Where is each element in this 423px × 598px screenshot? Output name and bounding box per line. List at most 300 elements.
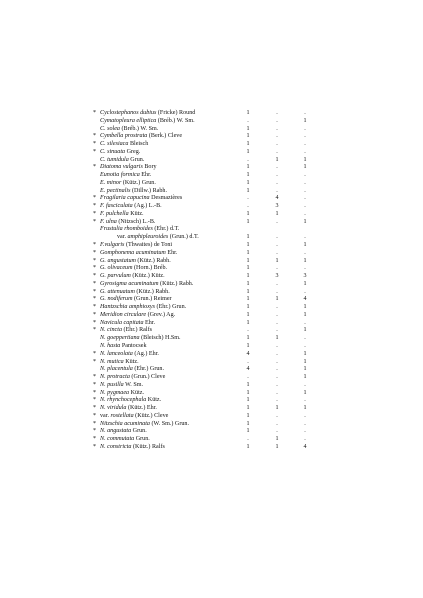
count-cell-c1: 1 [246, 443, 250, 450]
species-name [100, 281, 193, 289]
species-name [100, 149, 140, 157]
species-name [100, 390, 144, 398]
count-cell-c1: 1 [246, 187, 250, 194]
species-name [100, 141, 148, 149]
count-cell-c2: . [276, 179, 278, 186]
taxon-italic: F. pulchella [100, 210, 129, 217]
count-cell-c1: . [247, 203, 249, 210]
count-cell-c2: . [276, 141, 278, 148]
count-cell-c3: 1 [303, 304, 307, 311]
count-cell-c2: . [276, 187, 278, 194]
count-cell-c1: 4 [246, 366, 250, 373]
table-row [93, 250, 413, 258]
table-row [93, 118, 413, 126]
taxon-authority: (Kütz.) Rabh. [135, 257, 171, 264]
count-cell-c2: 1 [275, 335, 279, 342]
table-row [93, 413, 413, 421]
asterisk-marker: * [93, 319, 97, 326]
taxon-italic: E. minor [100, 179, 122, 186]
taxon-authority: Bleisch [128, 141, 149, 148]
species-name [100, 382, 143, 390]
table-row [93, 421, 413, 429]
count-cell-c3: . [304, 179, 306, 186]
taxon-italic: N. goeppertiana [100, 335, 140, 342]
count-cell-c2: . [276, 350, 278, 357]
count-cell-c2: . [276, 381, 278, 388]
species-name [100, 405, 157, 413]
table-row [93, 428, 413, 436]
count-cell-c3: . [304, 265, 306, 272]
count-cell-c2: . [276, 218, 278, 225]
asterisk-marker: * [93, 203, 97, 210]
taxon-italic: F.vulgaris [100, 242, 125, 249]
count-cell-c2: 1 [275, 405, 279, 412]
taxon-authority: Grun. [134, 436, 150, 443]
asterisk-marker: * [93, 350, 97, 357]
taxon-authority: (Ehr.) d.T. [152, 226, 180, 233]
asterisk-marker: * [93, 304, 97, 311]
count-cell-c1: 1 [246, 125, 250, 132]
taxon-authority: (Ag.) Ehr. [132, 350, 159, 357]
count-cell-c2: . [276, 280, 278, 287]
table-row [93, 397, 413, 405]
taxon-italic: Hantzschia amphioxys [100, 304, 156, 311]
taxon-authority: Kütz. [128, 210, 144, 217]
taxon-authority: Grun. [131, 428, 147, 435]
count-cell-c2: 4 [275, 195, 279, 202]
taxon-authority: Kütz. [123, 358, 139, 365]
count-cell-c3: 1 [303, 156, 307, 163]
taxon-authority: (Grun.) Cleve [129, 374, 166, 381]
count-cell-c2: . [276, 117, 278, 124]
table-row [93, 242, 413, 250]
taxon-italic: N. hasta [100, 342, 121, 349]
taxon-italic: Nitzschia acuminata [100, 420, 150, 427]
taxon-authority: Desmazières [149, 195, 183, 202]
species-name [100, 180, 156, 188]
count-cell-c2: 1 [275, 156, 279, 163]
taxon-italic: Cyclostephanos dubius [100, 110, 157, 116]
species-name [100, 312, 175, 320]
species-name [100, 250, 177, 258]
count-cell-c1: . [247, 374, 249, 381]
count-cell-c2: . [276, 133, 278, 140]
taxon-italic: N. constricta [100, 443, 132, 450]
count-cell-c1: 1 [246, 335, 250, 342]
count-cell-c1: 1 [246, 428, 250, 435]
taxon-italic: Eunotia formica [100, 172, 140, 179]
taxon-authority: (Grev.) Ag. [146, 311, 176, 318]
count-cell-c2: . [276, 172, 278, 179]
taxon-authority: (Bréb.) W. Sm. [156, 117, 195, 124]
taxon-authority: Ehr. [165, 249, 178, 256]
taxon-italic: N. viridula [100, 405, 127, 412]
table-row [93, 188, 413, 196]
count-cell-c2: 3 [275, 273, 279, 280]
asterisk-marker: * [93, 265, 97, 272]
count-cell-c2: 1 [275, 210, 279, 217]
taxon-italic: G. parvulum [100, 273, 131, 280]
asterisk-marker: * [93, 210, 97, 217]
count-cell-c1: . [247, 117, 249, 124]
table-row [93, 203, 413, 211]
count-cell-c2: 1 [275, 443, 279, 450]
taxon-authority: var. [100, 412, 111, 419]
count-cell-c2: . [276, 242, 278, 249]
count-cell-c2: . [276, 265, 278, 272]
count-cell-c2: . [276, 304, 278, 311]
species-table [93, 110, 413, 452]
table-row [93, 281, 413, 289]
asterisk-marker: * [93, 412, 97, 419]
table-row [93, 366, 413, 374]
taxon-italic: C. tumidula [100, 156, 129, 163]
count-cell-c1: 1 [246, 133, 250, 140]
count-cell-c1: 1 [246, 273, 250, 280]
species-name [100, 164, 157, 172]
asterisk-marker: * [93, 327, 97, 334]
species-name [100, 118, 195, 126]
asterisk-marker: * [93, 288, 97, 295]
taxon-italic: G. olivaceum [100, 265, 133, 272]
species-name [100, 428, 147, 436]
taxon-italic: N. mutica [100, 358, 124, 365]
table-row [93, 343, 413, 351]
taxon-italic: C. sinuata [100, 148, 126, 155]
count-cell-c3: 1 [303, 405, 307, 412]
count-cell-c2: . [276, 358, 278, 365]
taxon-italic: G. attenuatum [100, 288, 135, 295]
count-cell-c2: . [276, 389, 278, 396]
count-cell-c1: 1 [246, 141, 250, 148]
count-cell-c3: . [304, 288, 306, 295]
count-cell-c3: . [304, 210, 306, 217]
taxon-italic: N. pusilla [100, 381, 124, 388]
count-cell-c3: . [304, 133, 306, 140]
count-cell-c2: . [276, 412, 278, 419]
count-cell-c3: 1 [303, 350, 307, 357]
asterisk-marker: * [93, 110, 97, 116]
count-cell-c3: 1 [303, 164, 307, 171]
taxon-italic: E. pectinalis [100, 187, 131, 194]
species-name [100, 110, 195, 118]
taxon-authority: Bory [142, 164, 157, 171]
count-cell-c3: 1 [303, 311, 307, 318]
taxon-italic: N. cincta [100, 327, 123, 334]
count-cell-c3: . [304, 381, 306, 388]
species-name [100, 366, 164, 374]
table-row [93, 335, 413, 343]
taxon-authority: (Kütz.) Rabh. [158, 280, 194, 287]
taxon-italic: amphipleuroides [127, 234, 169, 241]
taxon-italic: Diatoma vulgaris [100, 164, 143, 171]
taxon-authority: (Horn.) Bréb. [132, 265, 168, 272]
table-row [93, 149, 413, 157]
count-cell-c1: 1 [246, 249, 250, 256]
asterisk-marker: * [93, 405, 97, 412]
taxon-authority: (Kütz.) Ralfs [131, 443, 165, 450]
count-cell-c3: 1 [303, 358, 307, 365]
count-cell-c3: . [304, 110, 306, 116]
count-cell-c3: . [304, 412, 306, 419]
count-cell-c2: . [276, 319, 278, 326]
count-cell-c1: 1 [246, 304, 250, 311]
taxon-italic: N. placentula [100, 366, 133, 373]
taxon-authority: (Thwaites) de Toni [124, 242, 173, 249]
asterisk-marker: * [93, 280, 97, 287]
count-cell-c1: 4 [246, 350, 250, 357]
taxon-italic: N. rhynchocephala [100, 397, 147, 404]
table-row [93, 351, 413, 359]
asterisk-marker: * [93, 397, 97, 404]
count-cell-c2: . [276, 311, 278, 318]
taxon-authority: (Dillw.) Rabh. [130, 187, 167, 194]
table-row [93, 157, 413, 165]
count-cell-c2: 1 [275, 296, 279, 303]
species-name [100, 273, 165, 281]
taxon-italic: G. nodiferum [100, 296, 133, 303]
asterisk-marker: * [93, 389, 97, 396]
count-cell-c1: 1 [246, 342, 250, 349]
table-row [93, 234, 413, 242]
count-cell-c2: . [276, 288, 278, 295]
table-row [93, 390, 413, 398]
count-cell-c3: 4 [303, 296, 307, 303]
species-name [100, 351, 159, 359]
taxon-authority: Grun. [128, 156, 145, 163]
table-row [93, 374, 413, 382]
asterisk-marker: * [93, 420, 97, 427]
species-name [100, 296, 172, 304]
species-name [100, 335, 181, 343]
table-row [93, 405, 413, 413]
count-cell-c3: . [304, 335, 306, 342]
taxon-authority: (Kütz.) Rabh. [134, 288, 170, 295]
table-row [93, 382, 413, 390]
taxon-italic: Gyrosigma acuminatum [100, 280, 159, 287]
species-name [100, 211, 144, 219]
count-cell-c1: 1 [246, 381, 250, 388]
count-cell-c1: 1 [246, 218, 250, 225]
taxon-italic: Cymbella prostrata [100, 133, 148, 140]
taxon-italic: Meridion circulare [100, 311, 147, 318]
species-name [100, 172, 151, 180]
taxon-authority: (Grun.) d.T. [168, 234, 199, 241]
count-cell-c3: . [304, 234, 306, 241]
species-name [100, 188, 167, 196]
taxon-authority: (Bleisch) H.Sm. [139, 335, 181, 342]
asterisk-marker: * [93, 273, 97, 280]
species-name [100, 374, 165, 382]
table-row [93, 141, 413, 149]
count-cell-c1: 1 [246, 389, 250, 396]
table-row [93, 436, 413, 444]
count-cell-c1: 1 [246, 242, 250, 249]
count-cell-c3: 4 [303, 443, 307, 450]
count-cell-c2: 1 [275, 257, 279, 264]
count-cell-c3: 1 [303, 218, 307, 225]
table-row [93, 304, 413, 312]
count-cell-c1: 1 [246, 420, 250, 427]
count-cell-c1: 1 [246, 265, 250, 272]
species-name [100, 397, 161, 405]
count-cell-c3: . [304, 249, 306, 256]
taxon-italic: Gomphonema acuminatum [100, 249, 166, 256]
taxon-authority: (Ehr.) Grun. [132, 366, 164, 373]
species-name [100, 436, 150, 444]
count-cell-c2: . [276, 148, 278, 155]
count-cell-c2: . [276, 125, 278, 132]
asterisk-marker: * [93, 311, 97, 318]
taxon-authority: (Berk.) Cleve [147, 133, 183, 140]
count-cell-c3: 1 [303, 117, 307, 124]
taxon-authority: (Kütz.) Kütz. [130, 273, 165, 280]
count-cell-c1: 1 [246, 397, 250, 404]
count-cell-c2: . [276, 110, 278, 116]
asterisk-marker: * [93, 141, 97, 148]
asterisk-marker: * [93, 381, 97, 388]
table-row [93, 444, 413, 452]
taxon-italic: Frustulia rhomboides [100, 226, 153, 233]
count-cell-c1: 1 [246, 405, 250, 412]
count-cell-c3: 1 [303, 257, 307, 264]
asterisk-marker: * [93, 436, 97, 443]
taxon-italic: N. pygmaea [100, 389, 130, 396]
count-cell-c1: . [247, 195, 249, 202]
count-cell-c3: 1 [303, 374, 307, 381]
taxon-authority: (Ag.) L.-B. [132, 203, 162, 210]
asterisk-marker: * [93, 148, 97, 155]
count-cell-c3: . [304, 397, 306, 404]
taxon-authority: Pantocsek [120, 342, 147, 349]
asterisk-marker: * [93, 164, 97, 171]
asterisk-marker: * [93, 428, 97, 435]
taxon-authority: (Nitzsch) L.-B. [116, 218, 156, 225]
taxon-italic: G. angustatum [100, 257, 136, 264]
count-cell-c1: . [247, 327, 249, 334]
taxon-authority: (Kütz.) Ehr. [126, 405, 157, 412]
taxon-italic: N. angustata [100, 428, 132, 435]
taxon-authority: (Kütz.) Grun. [121, 179, 156, 186]
table-row [93, 265, 413, 273]
species-name [100, 444, 165, 452]
asterisk-marker: * [93, 257, 97, 264]
asterisk-marker: * [93, 358, 97, 365]
species-name [117, 234, 199, 242]
count-cell-c1: 1 [246, 179, 250, 186]
asterisk-marker: * [93, 374, 97, 381]
count-cell-c1: 1 [246, 164, 250, 171]
count-cell-c2: . [276, 249, 278, 256]
count-cell-c3: 3 [303, 273, 307, 280]
count-cell-c2: . [276, 397, 278, 404]
species-name [100, 421, 189, 429]
count-cell-c1: . [247, 156, 249, 163]
count-cell-c3: . [304, 319, 306, 326]
count-cell-c3: . [304, 436, 306, 443]
table-row [93, 211, 413, 219]
count-cell-c3: . [304, 342, 306, 349]
taxon-authority: (W. Sm.) Grun. [149, 420, 189, 427]
taxon-authority: (Kütz.) Cleve [133, 412, 169, 419]
taxon-authority: Ehr. [143, 319, 156, 326]
count-cell-c3: . [304, 172, 306, 179]
taxon-authority: var. [117, 234, 128, 241]
table-row [93, 180, 413, 188]
count-cell-c1: 1 [246, 148, 250, 155]
count-cell-c1: . [247, 358, 249, 365]
species-name [100, 413, 168, 421]
taxon-authority: (Fricke) Round [156, 110, 196, 116]
asterisk-marker: * [93, 133, 97, 140]
count-cell-c1: 1 [246, 172, 250, 179]
taxon-italic: Cymatopleura elliptica [100, 117, 157, 124]
taxon-authority: W. Sm. [123, 381, 144, 388]
species-name [100, 343, 147, 351]
count-cell-c2: . [276, 234, 278, 241]
count-cell-c2: . [276, 366, 278, 373]
species-name [100, 265, 167, 273]
count-cell-c1: 1 [246, 210, 250, 217]
taxon-italic: Navicula capitata [100, 319, 144, 326]
table-row [93, 164, 413, 172]
asterisk-marker: * [93, 296, 97, 303]
asterisk-marker: * [93, 218, 97, 225]
count-cell-c2: . [276, 428, 278, 435]
table-row [93, 273, 413, 281]
taxon-authority: (Bréb.) W. Sm. [119, 125, 159, 132]
taxon-italic: Fragilaria capucina [100, 195, 150, 202]
count-cell-c1: 1 [246, 280, 250, 287]
taxon-italic: rostellata [110, 412, 134, 419]
count-cell-c2: . [276, 420, 278, 427]
taxon-italic: C. silesiaca [100, 141, 129, 148]
asterisk-marker: * [93, 242, 97, 249]
asterisk-marker: * [93, 195, 97, 202]
count-cell-c3: . [304, 195, 306, 202]
table-row [93, 296, 413, 304]
taxon-italic: N. lanceolata [100, 350, 133, 357]
table-row [93, 312, 413, 320]
count-cell-c3: . [304, 428, 306, 435]
count-cell-c2: . [276, 374, 278, 381]
taxon-italic: F. fasciculata [100, 203, 133, 210]
count-cell-c3: . [304, 420, 306, 427]
count-cell-c3: . [304, 148, 306, 155]
species-name [100, 133, 182, 141]
taxon-authority: (Grun.) Reimer [132, 296, 172, 303]
count-cell-c3: . [304, 187, 306, 194]
species-name [100, 203, 162, 211]
taxon-italic: N. protracta [100, 374, 130, 381]
count-cell-c2: 3 [275, 203, 279, 210]
count-cell-c1: . [247, 436, 249, 443]
count-cell-c3: 1 [303, 366, 307, 373]
count-cell-c3: . [304, 141, 306, 148]
count-cell-c2: 1 [275, 436, 279, 443]
count-cell-c1: 1 [246, 234, 250, 241]
count-cell-c3: 1 [303, 280, 307, 287]
table-row [93, 110, 413, 118]
taxon-authority: Kütz. [129, 389, 145, 396]
taxon-authority: Greg. [125, 148, 141, 155]
asterisk-marker: * [93, 249, 97, 256]
count-cell-c1: 1 [246, 288, 250, 295]
taxon-italic: C. solea [100, 125, 120, 132]
count-cell-c3: 1 [303, 327, 307, 334]
species-name [100, 304, 186, 312]
count-cell-c1: 1 [246, 412, 250, 419]
